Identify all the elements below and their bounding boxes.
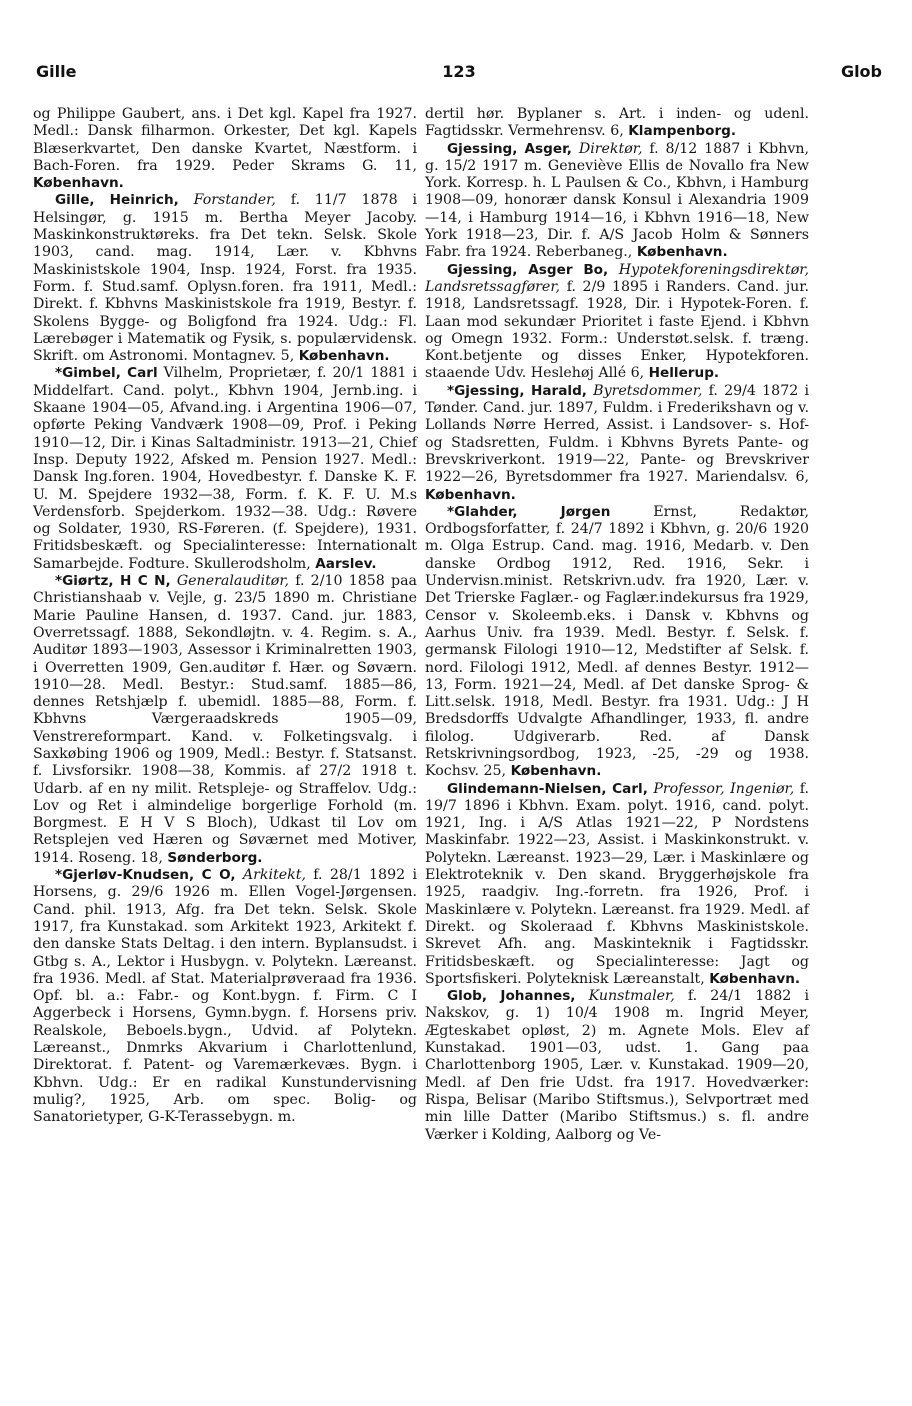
biography-entry [33, 192, 417, 365]
entry-title: Forstander, [193, 192, 276, 209]
entry-title: Generalauditør, [176, 573, 290, 590]
entry-name: Glob, Johannes, [447, 988, 576, 1005]
biography-entry [425, 141, 809, 262]
header-left-keyword: Gille [36, 62, 77, 81]
entry-text: f. 2/10 1858 paa Christianshaab v. Vejle, g. 23/5 1890 m. Christiane Marie Pauline Hansen, d. 1937. Cand. jur. 1883, Overretssagf. 1888, Sekondløjtn. v. 4. Regim. s. A., Auditør 1893—1903, Assessor i Kriminalretten 1903, i Overretten 1909, Gen.auditør f. Hær. og Søværn. 1910—28. Medl. Bestyr.: Stud.samf. 1885—86, dennes Retshjælp f. ubemidl. 1885—88, Form. f. Kbhvns Værgeraadskreds 1905—09, Venstrereformpart. Kand. v. Folketingsvalg. i Saxkøbing 1906 og 1909, Medl.: Bestyr. f. Statsanst. f. Livsforsikr. 1908—38, Kommis. af 27/2 1918 t. Udarb. af en ny milit. Retspleje- og Straffelov. Udg.: Lov og Ret i almindelige borgerlige Forhold (m. Borgmest. E H V S Bloch), Udkast til Lov om Retsplejen ved Hæren og Søværnet med Motiver, 1914. Roseng. 18, [33, 573, 418, 866]
entry-text: f. 8/12 1887 i Kbhvn, g. 15/2 1917 m. Geneviève Ellis de Novallo fra New York. Korresp. h. L Paulsen & Co., Kbhvn, i Hamburg 1908—09, honorær dansk Konsul i Alexandria 1909—14, i Hamburg 1914—16, i Kbhvn 1916—18, New York 1918—23, Dir. f. A/S Jacob Holm & Sønners Fabr. fra 1924. Reberbaneg., [425, 140, 810, 261]
left-column [33, 106, 417, 1127]
entry-title: Direktør, [578, 140, 643, 157]
biography-entry [425, 383, 809, 504]
entry-name: Gjessing, Asger, [447, 140, 572, 157]
entry-text: f. 29/4 1872 i Tønder. Cand. jur. 1897, Fuldm. i Frederikshavn og v. Lollands Nørre Herred, Assist. i Landsover- s. Hof- og Stadsretten, Fuldm. i Kbhvns Byrets Pante- og Brevskriverkont. 1919—22, Pante- og Brevskriver 1922—26, Byretsdommer fra 1927. Mariendalsv. 6, [425, 382, 809, 486]
biography-entry [425, 262, 809, 383]
entry-name: *Gjerløv-Knudsen, C O, [55, 867, 236, 884]
entry-place: København. [510, 763, 602, 780]
biography-entry [425, 504, 809, 781]
entry-text: Ernst, Redaktør, Ordbogsforfatter, f. 24/7 1892 i Kbhvn, g. 20/6 1920 m. Olga Estrup. Cand. mag. 1916, Medarb. v. Den danske Ordbog 1912, Red. 1916, Sekr. i Undervisn.minist. Retskrivn.udv. fra 1920, Lær. v. Det Trierske Faglær.- og Faglær.indekursus fra 1929, Censor v. Skoleemb.eks. i Dansk v. Kbhvns og Aarhus Univ. fra 1939. Medl. Bestyr. f. Selsk. f. germansk Filologi 1910—12, Medstifter af Selsk. f. nord. Filologi 1912, Medl. af dennes Bestyr. 1912—13, Form. 1921—24, Medl. af Det danske Sprog- & Litt.selsk. 1918, Medl. Bestyr. fra 1931. Udg.: J H Bredsdorffs Udvalgte Afhandlinger, 1933, fl. andre filolog. Udgiverarb. Red. af Dansk Retskrivningsordbog, 1923, -25, -29 og 1938. Kochsv. 25, [425, 503, 810, 780]
entry-place: København. [636, 244, 728, 261]
entry-name: *Giørtz, H C N, [55, 573, 171, 590]
entry-title: Byretsdommer, [593, 382, 703, 399]
entry-place: Aarslev. [315, 555, 377, 572]
entry-name: Gjessing, Asger Bo, [447, 261, 609, 278]
entry-title: Arkitekt, [242, 867, 306, 884]
entry-name: *Gjessing, Harald, [447, 382, 587, 399]
entry-place: Klampenborg. [628, 123, 737, 140]
right-column [425, 106, 809, 1144]
entry-name: Gille, Heinrich, [55, 192, 179, 209]
entry-place: København. [33, 175, 124, 192]
entry-title: Kunstmaler, [588, 988, 675, 1005]
header-right-keyword: Glob [840, 62, 882, 81]
running-header [36, 62, 882, 88]
entry-text: f. 11/7 1878 i Helsingør, g. 1915 m. Bertha Meyer Jacoby. Maskinkonstruktøreks. fra Det tekn. Selsk. Skole 1903, cand. mag. 1914, Lær. v. Kbhvns Maskinistskole 1904, Insp. 1924, Forst. fra 1935. Form. f. Stud.samf. Oplysn.foren. fra 1911, Medl.: Direkt. f. Kbhvns Maskinistskole fra 1919, Bestyr. f. Skolens Bygge- og Boligfond fra 1924. Udg.: Fl. Lærebøger i Matematik og Fysik, s. populærvidensk. Skrift. om Astronomi. Montagnev. 5, [33, 192, 418, 365]
entry-name: Glindemann-Nielsen, Carl, [447, 780, 648, 797]
entry-name: *Gimbel, Carl [55, 365, 158, 382]
entry-place: København. [709, 970, 801, 987]
biography-entry [33, 867, 417, 1126]
entry-place: København. [298, 348, 390, 365]
entry-text: f. 2/9 1895 i Randers. Cand. jur. 1918, Landsretssagf. 1928, Dir. i Hypotek-Foren. f. Laan mod sekundær Prioritet i faste Ejend. i Kbhvn og Omegn 1932. Form.: Understøt.selsk. f. træng. Kont.betjente og disses Enker, Hypotekforen. staaende Udv. Heslehøj Allé 6, [425, 278, 809, 382]
biography-entry [425, 988, 809, 1144]
entry-place: København. [425, 486, 516, 503]
entry-text: dertil hør. Byplaner s. Art. i inden- og udenl. Fagtidsskr. Vermehrensv. 6, [425, 106, 809, 140]
biography-entry [33, 365, 417, 573]
entry-place: Sønderborg. [167, 849, 263, 866]
entry-text: Vilhelm, Proprietær, f. 20/1 1881 i Middelfart. Cand. polyt., Kbhvn 1904, Jernb.ing. i Skaane 1904—05, Afvand.ing. i Argentina 1906—07, opførte Peking Vandværk 1908—09, Prof. i Peking 1910—12, Dir. i Kinas Saltadministr. 1913—21, Chief Insp. Deputy 1922, Afsked m. Pension 1927. Medl.: Dansk Ing.foren. 1904, Hovedbestyr. f. Danske K. F. U. M. Spejdere 1932—38, Form. f. K. F. U. M.s Verdensforb. Spejderkom. 1932—38. Udg.: Røvere og Soldater, 1930, RS-Føreren. (f. Spejdere), 1931. Fritidsbeskæft. og Specialinteresse: Internationalt Samarbejde. Fodture. Skullerodsholm, [33, 365, 417, 572]
entry-title: Hypotekforeningsdirektør, Landsretssagfører, [425, 261, 809, 295]
entry-text: f. 19/7 1896 i Kbhvn. Exam. polyt. 1916, cand. polyt. 1921, Ing. i A/S Atlas 1921—22, P Nordstens Maskinfabr. 1922—23, Assist. i Maskinkonstrukt. v. Polytekn. Læreanst. 1923—29, Lær. i Maskinlære og Elektroteknik v. Den skand. Bryggerhøjskole fra 1925, raadgiv. Ing.-forretn. fra 1926, Prof. i Maskinlære v. Polytekn. Læreanst. fra 1929. Medl. af Direkt. og Skoleraad f. Kbhvns Maskinistskole. Skrevet Afh. ang. Maskinteknik i Fagtidsskr. Fritidsbeskæft. og Specialinteresse: Jagt og Sportsfiskeri. Polyteknisk Læreanstalt, [425, 780, 809, 987]
entry-text: f. 24/1 1882 i Nakskov, g. 1) 10/4 1908 m. Ingrid Meyer, Ægteskabet opløst, 2) m. Agnete Mols. Elev af Kunstakad. 1901—03, udst. 1. Gang paa Charlottenborg 1905, Lær. v. Kunstakad. 1909—20, Medl. af Den frie Udst. fra 1917. Hovedværker: Rispa, Belisar (Maribo Stiftsmus.), Selvportræt med min lille Datter (Maribo Stiftsmus.) s. fl. andre Værker i Kolding, Aalborg og Ve- [425, 988, 809, 1143]
biography-entry [425, 781, 809, 989]
entry-text: f. 28/1 1892 i Horsens, g. 29/6 1926 m. Ellen Vogel-Jørgensen. Cand. phil. 1913, Afg. fra Det tekn. Selsk. Skole 1917, fra Kunstakad. som Arkitekt 1923, Arkitekt f. den danske Stats Deltag. i den intern. Byplansudst. i Gtbg s. A., Lektor i Husbygn. v. Polytekn. Læreanst. fra 1936. Medl. af Stat. Materialprøveraad fra 1936. Opf. bl. a.: Fabr.- og Kont.bygn. f. Firm. C I Aggerbeck i Horsens, Gymn.bygn. f. Horsens priv. Realskole, Beboels.bygn., Udvid. af Polytekn. Læreanst., Dnmrks Akvarium i Charlottenlund, Direktorat. f. Patent- og Varemærkevæs. Bygn. i Kbhvn. Udg.: Er en radikal Kunstundervisning mulig?, 1925, Arb. om spec. Bolig- og Sanatorietyper, G-K-Terassebygn. m. [33, 867, 417, 1126]
entry-continuation [33, 106, 417, 192]
biography-entry [33, 573, 417, 867]
entry-continuation [425, 106, 809, 141]
page-number: 123 [442, 62, 476, 81]
entry-name: *Glahder, Jørgen [447, 503, 611, 520]
entry-place: Hellerup. [648, 365, 720, 382]
entry-text: og Philippe Gaubert, ans. i Det kgl. Kapel fra 1927. Medl.: Dansk filharmon. Orkester, Det kgl. Kapels Blæserkvartet, Den danske Kvartet, Næstform. i Bach-Foren. fra 1929. Peder Skrams G. 11, [33, 106, 417, 174]
entry-title: Professor, Ingeniør, [653, 780, 795, 797]
